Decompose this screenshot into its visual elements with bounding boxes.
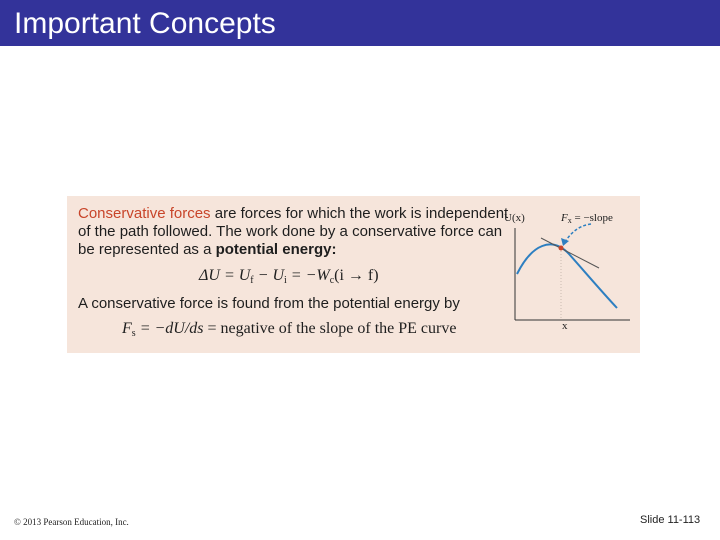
- potential-energy-term: potential energy:: [215, 241, 337, 258]
- panel-line-3: [78, 241, 336, 258]
- eq2-lhs: F: [122, 320, 132, 337]
- concept-panel: [67, 196, 640, 353]
- eq1-sub-i: i: [284, 275, 287, 286]
- annotation-arrow: [565, 224, 591, 242]
- panel-line-1: [78, 205, 508, 222]
- potential-energy-graph: [497, 196, 640, 353]
- tangent-line: [541, 238, 599, 268]
- slope-annotation-sub: x: [567, 216, 572, 225]
- panel-line-4: A conservative force is found from the potential energy by: [78, 295, 460, 312]
- eq1-sub-c: c: [329, 275, 335, 286]
- eq1-sub-f: f: [250, 275, 254, 286]
- title-bar: [0, 0, 720, 46]
- slide-number: Slide 11-113: [640, 514, 701, 526]
- work-energy-equation: [199, 267, 379, 289]
- eq1-rest: = −W: [286, 267, 330, 284]
- force-equation: [122, 320, 456, 342]
- eq1-minus-u: − U: [253, 267, 284, 284]
- eq1-tail: (i → f): [334, 267, 379, 284]
- eq2-middle: = −dU/ds: [135, 320, 204, 337]
- panel-line-2: of the path followed. The work done by a conservative force can: [78, 223, 503, 240]
- annotation-arrowhead: [561, 238, 569, 246]
- eq1-delta-u: ΔU = U: [199, 267, 251, 284]
- eq2-sub-s: s: [131, 328, 136, 339]
- conservative-forces-term: Conservative forces: [78, 205, 211, 222]
- panel-line-3-prefix: be represented as a: [78, 241, 216, 258]
- tangent-point: [559, 246, 564, 251]
- potential-energy-curve: [517, 244, 617, 308]
- panel-line-1-rest: are forces for which the work is independent: [210, 205, 509, 222]
- slope-annotation-rest: = −slope: [571, 212, 613, 224]
- copyright-footer: © 2013 Pearson Education, Inc.: [14, 517, 129, 527]
- slope-annotation-f: F: [561, 212, 568, 224]
- eq2-rest: = negative of the slope of the PE curve: [203, 320, 457, 337]
- slide-title: Important Concepts: [14, 7, 276, 40]
- graph-y-axis-label: U(x): [504, 212, 525, 224]
- graph-x-axis-label: x: [562, 320, 568, 332]
